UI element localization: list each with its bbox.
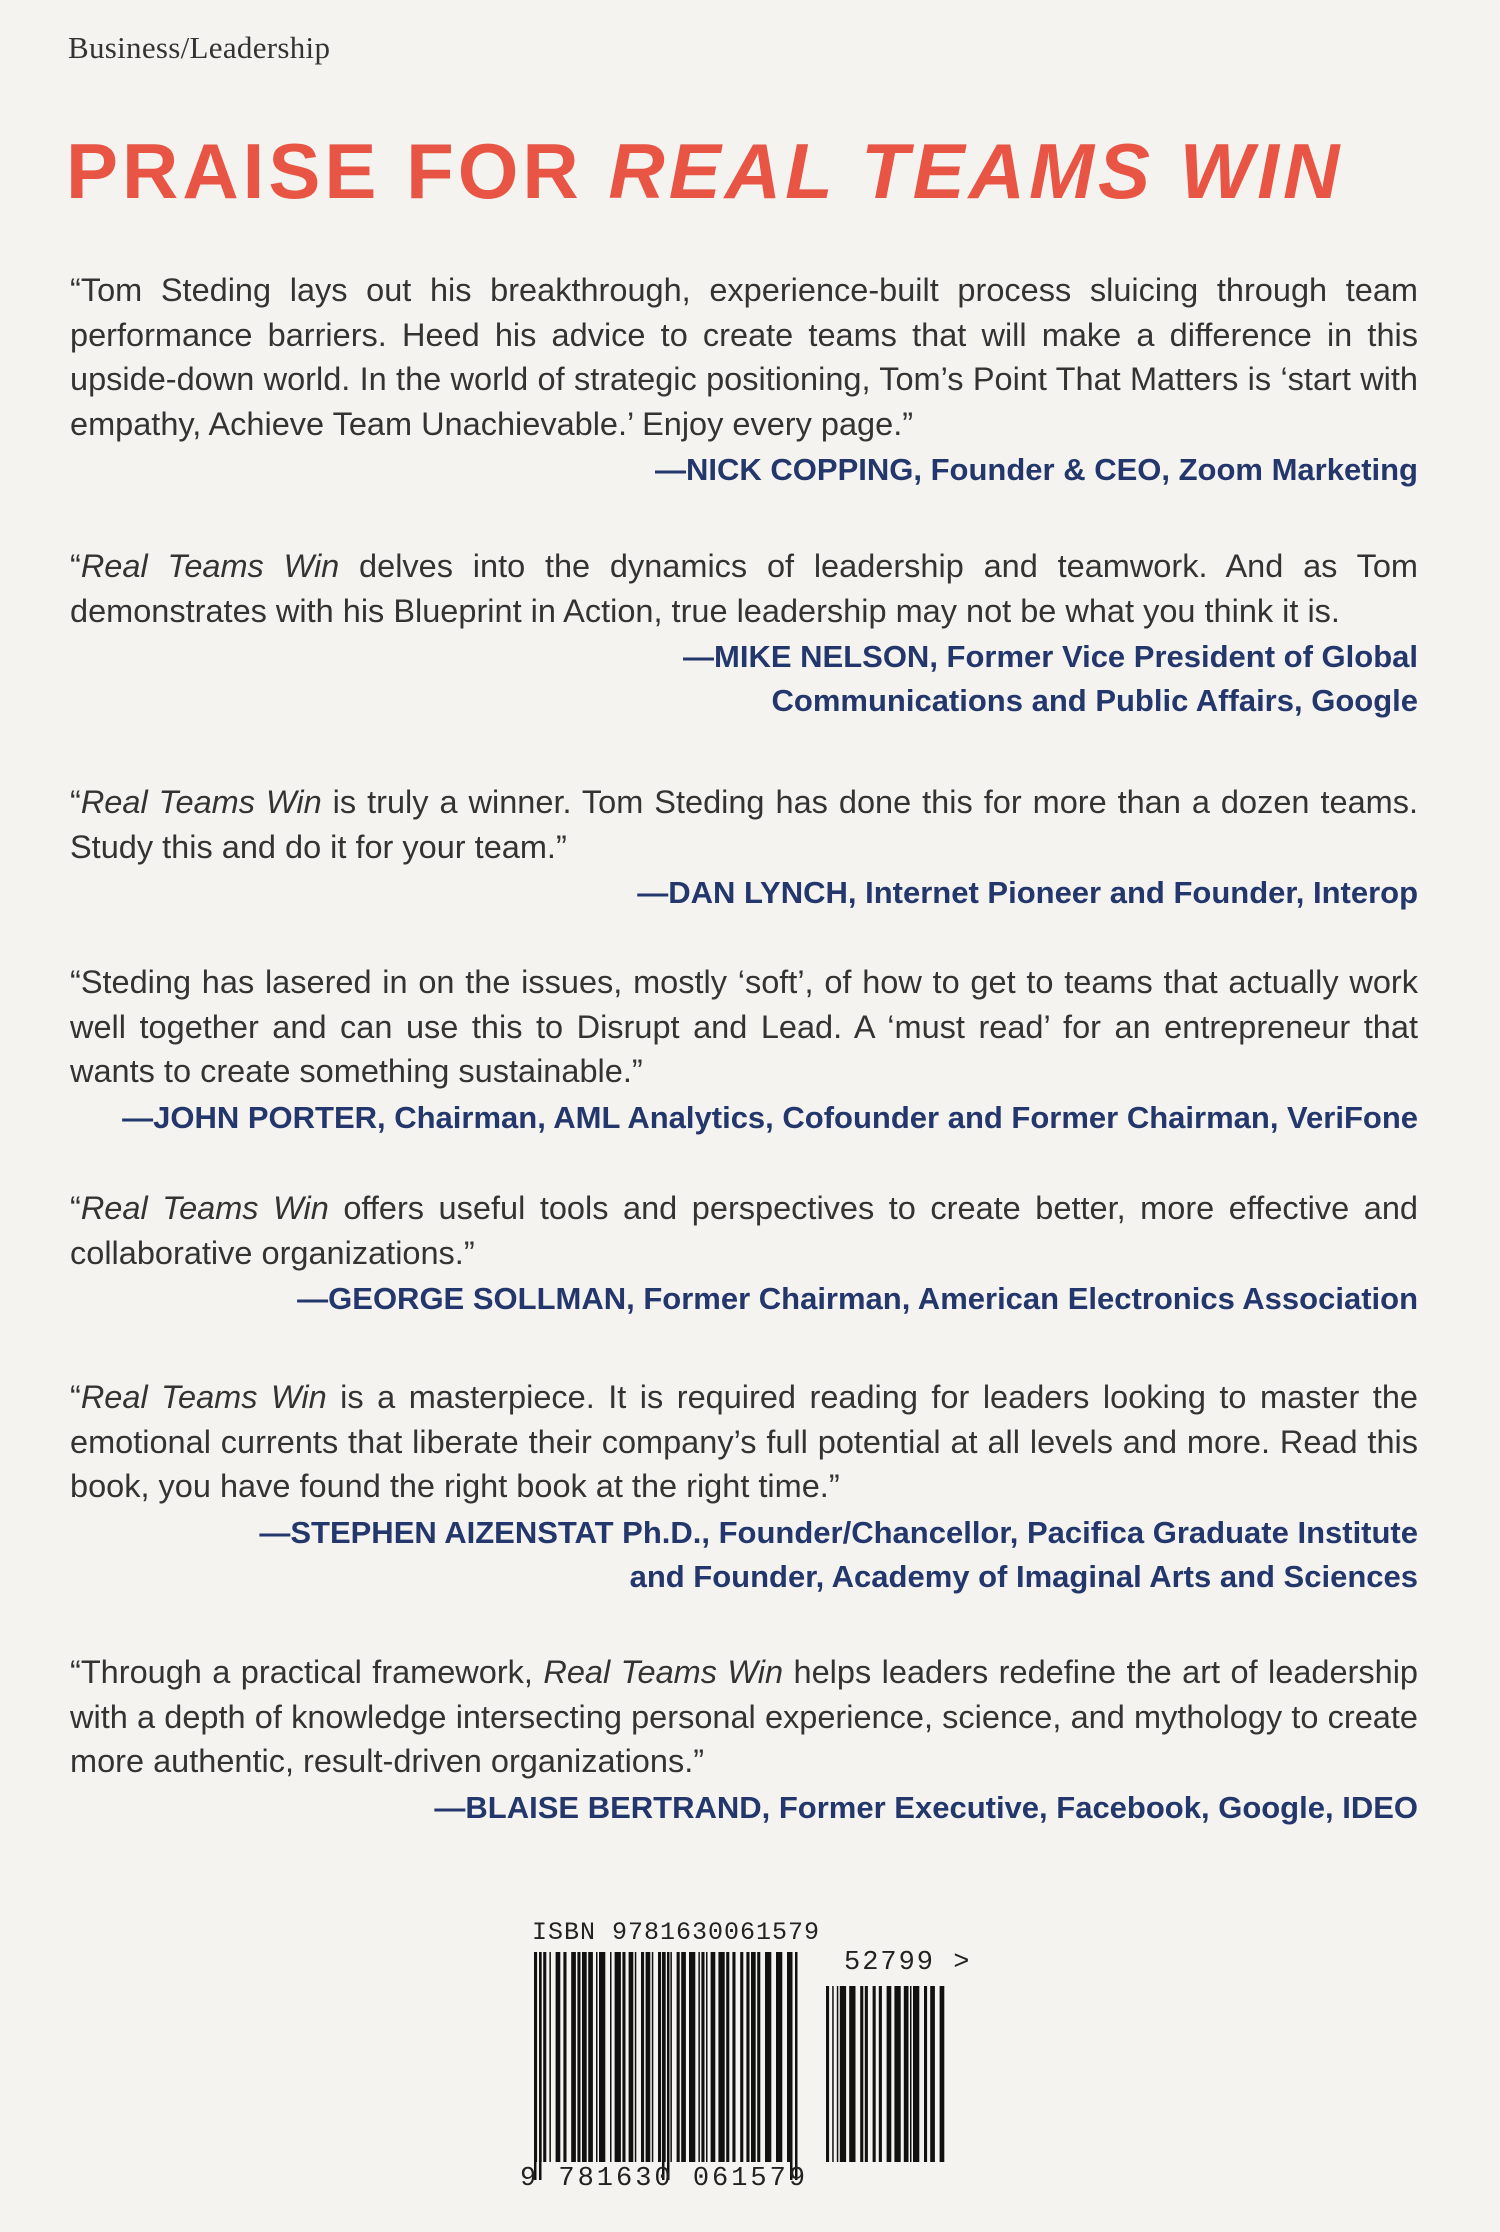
book-title-italic: Real Teams Win: [80, 1190, 329, 1226]
barcode-guard-bar: [795, 1952, 798, 2180]
barcode-bar: [681, 1952, 686, 2162]
barcode-guard-bar: [534, 1952, 537, 2180]
barcode-bar: [588, 1952, 593, 2162]
barcode-bar: [610, 1952, 612, 2162]
barcode-bar: [832, 1986, 834, 2162]
attribution-line: —BLAISE BERTRAND, Former Executive, Facebook, Google, IDEO: [434, 1789, 1418, 1825]
barcode-bar: [615, 1952, 621, 2162]
barcode-bar: [556, 1952, 561, 2162]
barcode-bar: [563, 1952, 566, 2162]
barcode-bar: [577, 1952, 580, 2162]
barcode-bar: [677, 1952, 680, 2162]
barcode-bar: [622, 1952, 625, 2162]
barcode-bar: [635, 1952, 637, 2162]
barcode-bar: [641, 1952, 644, 2162]
quote-text: “: [70, 548, 81, 584]
barcode-bar: [924, 1986, 927, 2162]
barcode-bar: [701, 1952, 704, 2162]
barcode-bar: [837, 1986, 839, 2162]
barcode-guard-bar: [539, 1952, 542, 2180]
praise-block-1: [70, 268, 1418, 492]
praise-quote: [70, 268, 1418, 446]
barcode-bar: [698, 1952, 700, 2162]
praise-attribution: [70, 871, 1418, 915]
barcode-bar: [776, 1952, 782, 2162]
barcode-bar: [652, 1952, 654, 2162]
praise-attribution: [70, 1096, 1418, 1140]
barcode-guard-bar: [790, 1952, 793, 2180]
barcode-bar: [765, 1952, 771, 2162]
price-code: 52799 >: [844, 1948, 972, 1978]
barcode-bar: [826, 1986, 829, 2162]
barcode-guard-bar: [662, 1952, 665, 2180]
barcode-bar: [629, 1952, 634, 2162]
attribution-line: —GEORGE SOLLMAN, Former Chairman, American Electronics Association: [297, 1281, 1418, 1316]
quote-text: delves into the dynamics of leadership and teamwork. And as Tom demonstrates with his Blueprint in Action, true leadership may not be what you think it is.: [70, 548, 1418, 629]
barcode-bar: [711, 1952, 716, 2162]
attribution-line: —DAN LYNCH, Internet Pioneer and Founder, Interop: [637, 875, 1418, 910]
isbn-barcode: [520, 1918, 980, 2203]
attribution-line: and Founder, Academy of Imaginal Arts and Sciences: [629, 1558, 1418, 1594]
praise-quote: [70, 960, 1418, 1094]
barcode-bar: [746, 1952, 749, 2162]
attribution-line: Communications and Public Affairs, Google: [771, 683, 1418, 718]
praise-quote: [70, 780, 1418, 869]
barcode-bar: [689, 1952, 695, 2162]
barcode-digits: 9 781630 061579: [520, 2164, 809, 2194]
barcode-bar: [879, 1986, 882, 2162]
barcode-bar: [582, 1952, 587, 2162]
praise-block-7: [70, 1650, 1418, 1830]
praise-attribution: [70, 635, 1418, 723]
barcode-bar: [940, 1986, 945, 2162]
barcode-bar: [740, 1952, 743, 2162]
book-title-italic: Real Teams Win: [543, 1654, 784, 1690]
barcode-bar: [913, 1986, 919, 2162]
barcode-bar: [840, 1986, 846, 2162]
praise-quote: [70, 1650, 1418, 1784]
book-title-italic: Real Teams Win: [80, 784, 322, 820]
quote-text: helps leaders redefine the art of leadership with a depth of knowledge intersecting personal experience, science, and mythology to create more authentic, result-driven organizations.”: [70, 1654, 1418, 1779]
quote-text: “Tom Steding lays out his breakthrough, experience-built process sluicing through team performance barriers. Heed his advice to create teams that will make a difference in this upside-down world. In the world of strategic positioning, Tom’s Point That Matters is ‘start with empathy, Achieve Team Unachievable.’ Enjoy every page.”: [70, 272, 1418, 442]
barcode-bar: [599, 1952, 605, 2162]
quote-text: “Steding has lasered in on the issues, mostly ‘soft’, of how to get to teams that actually work well together and can use this to Disrupt and Lead. A ‘must read’ for an entrepreneur that wants to create something sustainable.”: [70, 964, 1418, 1089]
barcode-bar: [873, 1986, 876, 2162]
quote-text: is a masterpiece. It is required reading for leaders looking to master the emotional currents that liberate their company’s full potential at all levels and more. Read this book, you have found the right book at the right time.”: [70, 1379, 1418, 1504]
barcode-bar: [904, 1986, 909, 2162]
quote-text: “: [70, 1190, 81, 1226]
barcode-bar: [670, 1952, 672, 2162]
praise-attribution: [70, 1511, 1418, 1599]
headline: [66, 127, 1446, 215]
barcode-bar: [894, 1986, 900, 2162]
barcode-bar: [732, 1952, 735, 2162]
quote-text: is truly a winner. Tom Steding has done this for more than a dozen teams. Study this and do it for your team.”: [70, 784, 1418, 865]
barcode-bar: [646, 1952, 651, 2162]
barcode-bar: [549, 1952, 551, 2162]
barcode-bar: [706, 1952, 708, 2162]
praise-block-6: [70, 1375, 1418, 1599]
praise-attribution: [70, 1277, 1418, 1321]
barcode-bar: [930, 1986, 935, 2162]
attribution-line: —JOHN PORTER, Chairman, AML Analytics, Cofounder and Former Chairman, VeriFone: [122, 1099, 1418, 1135]
book-title-italic: Real Teams Win: [80, 548, 340, 584]
praise-quote: [70, 1186, 1418, 1275]
quote-text: “: [70, 1379, 81, 1415]
quote-text: “Through a practical framework,: [70, 1654, 544, 1690]
barcode-bar: [658, 1952, 661, 2162]
barcode-bar: [910, 1986, 912, 2162]
barcode-bars-icon: [520, 1918, 980, 2203]
barcode-bar: [849, 1986, 855, 2162]
attribution-line: —STEPHEN AIZENSTAT Ph.D., Founder/Chancellor, Pacifica Graduate Institute: [259, 1514, 1418, 1550]
headline-book-title: REAL TEAMS WIN: [608, 127, 1344, 215]
praise-attribution: [70, 448, 1418, 492]
headline-prefix: PRAISE FOR: [66, 127, 609, 215]
barcode-bar: [726, 1952, 729, 2162]
praise-block-4: [70, 960, 1418, 1140]
praise-quote: [70, 544, 1418, 633]
barcode-bar: [718, 1952, 724, 2162]
praise-block-5: [70, 1186, 1418, 1321]
barcode-guard-bar: [667, 1952, 670, 2180]
quote-text: offers useful tools and perspectives to create better, more effective and collaborative organizations.”: [70, 1190, 1418, 1271]
isbn-label: ISBN 9781630061579: [532, 1918, 821, 1947]
quote-text: “: [70, 784, 81, 820]
attribution-line: —NICK COPPING, Founder & CEO, Zoom Marketing: [655, 452, 1418, 487]
barcode-bar: [860, 1986, 863, 2162]
book-title-italic: Real Teams Win: [80, 1379, 327, 1415]
barcode-bar: [596, 1952, 598, 2162]
barcode-bar: [865, 1986, 868, 2162]
praise-attribution: [70, 1786, 1418, 1830]
barcode-bar: [543, 1952, 546, 2162]
praise-block-3: [70, 780, 1418, 915]
barcode-bar: [751, 1952, 756, 2162]
barcode-bar: [887, 1986, 892, 2162]
praise-quote: [70, 1375, 1418, 1509]
praise-block-2: [70, 544, 1418, 723]
barcode-bar: [757, 1952, 760, 2162]
category-label: Business/Leadership: [68, 30, 331, 65]
attribution-line: —MIKE NELSON, Former Vice President of Global: [683, 639, 1418, 674]
barcode-bar: [571, 1952, 576, 2162]
